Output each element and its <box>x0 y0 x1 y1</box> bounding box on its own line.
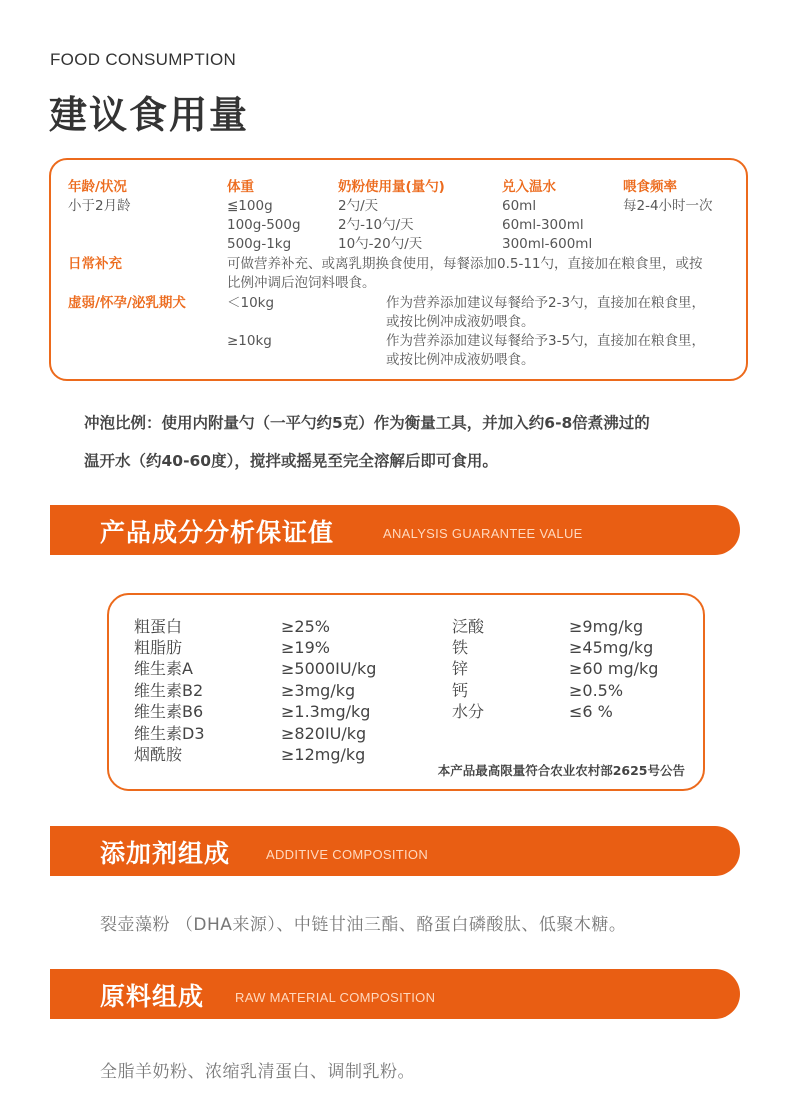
nutrient-value: ≥5000IU/kg <box>281 659 377 678</box>
nutrient-name: 水分 <box>452 702 485 721</box>
row3-weight: 500g-1kg <box>227 236 292 252</box>
additive-banner <box>50 826 740 876</box>
special-label: 虚弱/怀孕/泌乳期犬 <box>68 295 186 311</box>
nutrient-value: ≥9mg/kg <box>569 617 644 636</box>
supplement-line1: 可做营养补充、或离乳期换食使用，每餐添加0.5-11勺，直接加在粮食里，或按 <box>227 256 703 272</box>
nutrient-value: ≥3mg/kg <box>281 681 356 700</box>
nutrient-value: ≥0.5% <box>569 681 624 700</box>
special-row1-line2: 或按比例冲成液奶喂食。 <box>386 314 535 330</box>
special-row1-weight: ＜10kg <box>227 295 275 311</box>
analysis-title: 产品成分分析保证值 <box>100 518 335 547</box>
header-weight: 体重 <box>227 179 254 195</box>
nutrient-name: 维生素B6 <box>134 702 204 721</box>
brewing-note-line2: 温开水（约40-60度），搅拌或摇晃至完全溶解后即可食用。 <box>84 452 498 470</box>
raw-title: 原料组成 <box>100 982 205 1011</box>
additive-text: 裂壶藻粉 （DHA来源）、中链甘油三酯、酪蛋白磷酸肽、低聚木糖。 <box>100 915 627 935</box>
nutrient-value: ≥25% <box>281 617 330 636</box>
brewing-note-line1: 冲泡比例：使用内附量勺（一平勺约5克）作为衡量工具，并加入约6-8倍煮沸过的 <box>84 414 650 432</box>
analysis-banner <box>50 505 740 555</box>
header-water: 兑入温水 <box>502 179 556 195</box>
raw-text: 全脂羊奶粉、浓缩乳清蛋白、调制乳粉。 <box>100 1062 415 1082</box>
analysis-title-en: ANALYSIS GUARANTEE VALUE <box>383 526 583 541</box>
nutrient-value: ≥1.3mg/kg <box>281 702 371 721</box>
supplement-line2: 比例冲调后泡饲料喂食。 <box>227 275 376 291</box>
page-title: 建议食用量 <box>49 93 250 137</box>
nutrient-value: ≥45mg/kg <box>569 638 654 657</box>
nutrient-value: ≥19% <box>281 638 330 657</box>
nutrient-name: 锌 <box>452 659 469 678</box>
row1-frequency: 每2-4小时一次 <box>623 198 713 214</box>
row1-age: 小于2月龄 <box>68 198 131 214</box>
row3-water: 300ml-600ml <box>502 236 593 252</box>
nutrient-name: 粗脂肪 <box>134 638 183 657</box>
row1-weight: ≦100g <box>227 198 273 214</box>
feeding-table <box>49 158 748 381</box>
nutrient-value: ≥820IU/kg <box>281 724 367 743</box>
row2-weight: 100g-500g <box>227 217 301 233</box>
section-eyebrow: FOOD CONSUMPTION <box>50 50 237 69</box>
nutrient-name: 粗蛋白 <box>134 617 183 636</box>
nutrient-name: 钙 <box>452 681 469 700</box>
row2-powder: 2勺-10勺/天 <box>338 217 414 233</box>
nutrient-name: 铁 <box>452 638 469 657</box>
supplement-label: 日常补充 <box>68 256 122 272</box>
raw-banner <box>50 969 740 1019</box>
row2-water: 60ml-300ml <box>502 217 584 233</box>
additive-title-en: ADDITIVE COMPOSITION <box>266 847 429 862</box>
nutrient-name: 维生素A <box>134 659 193 678</box>
additive-title: 添加剂组成 <box>100 839 231 868</box>
special-row2-line1: 作为营养添加建议每餐给予3-5勺，直接加在粮食里， <box>386 333 706 349</box>
row1-water: 60ml <box>502 198 537 214</box>
regulation-footnote: 本产品最高限量符合农业农村部2625号公告 <box>437 763 685 778</box>
nutrient-name: 维生素B2 <box>134 681 204 700</box>
raw-title-en: RAW MATERIAL COMPOSITION <box>235 990 436 1005</box>
special-row2-line2: 或按比例冲成液奶喂食。 <box>386 352 535 368</box>
nutrient-value: ≥60 mg/kg <box>569 659 659 678</box>
analysis-table <box>107 593 705 791</box>
nutrient-name: 泛酸 <box>452 617 485 636</box>
nutrient-name: 烟酰胺 <box>134 745 183 764</box>
nutrient-value: ≥12mg/kg <box>281 745 366 764</box>
nutrient-name: 维生素D3 <box>134 724 205 743</box>
header-frequency: 喂食频率 <box>623 179 677 195</box>
special-row2-weight: ≥10kg <box>227 333 272 349</box>
special-row1-line1: 作为营养添加建议每餐给予2-3勺，直接加在粮食里， <box>386 295 706 311</box>
nutrient-value: ≤6 % <box>569 702 613 721</box>
row3-powder: 10勺-20勺/天 <box>338 236 423 252</box>
header-age: 年龄/状况 <box>68 179 127 195</box>
header-powder: 奶粉使用量(量勺) <box>338 179 445 195</box>
row1-powder: 2勺/天 <box>338 198 379 214</box>
